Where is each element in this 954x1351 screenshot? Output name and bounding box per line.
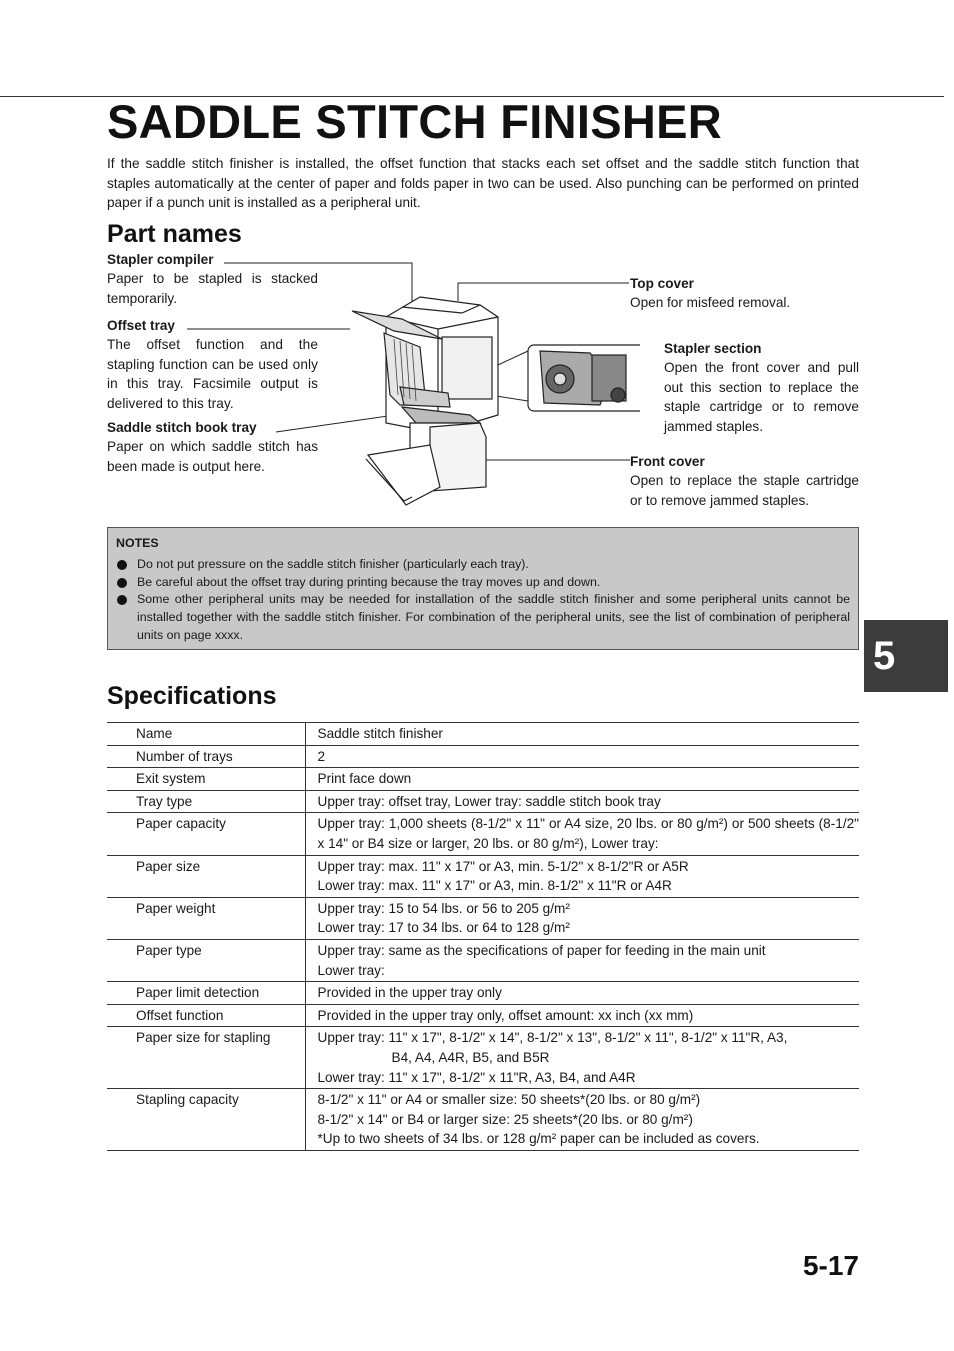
callout-description: Open the front cover and pull out this section to replace the staple cartridge or to remove jammed staples. <box>664 360 859 434</box>
table-row <box>107 1089 859 1151</box>
notes-box <box>107 527 859 650</box>
table-row <box>107 723 859 746</box>
intro-paragraph: If the saddle stitch finisher is installed, the offset function that stacks each set offset and the saddle stitch function that staples automatically at the center of paper and folds paper in two can be used. Also punching can be performed on printed paper if a punch unit is installed as a peripheral unit. <box>107 156 859 211</box>
table-row <box>107 1027 859 1089</box>
chapter-tab: 5 <box>864 620 948 692</box>
spec-value: Upper tray: 1,000 sheets (8-1/2" x 11" or A4 size, 20 lbs. or 80 g/m²) or 500 sheets (8-1/2" x 14" or B4 size or larger, 20 lbs. or 80 g/m²), Lower tray: <box>305 813 859 855</box>
spec-name: Paper capacity <box>107 813 305 855</box>
callout-title: Stapler section <box>664 341 762 356</box>
callout-title: Front cover <box>630 454 705 469</box>
spec-value: Upper tray: 11" x 17", 8-1/2" x 14", 8-1/2" x 13", 8-1/2" x 11", 8-1/2" x 11"R, A3, B4, A4, A4R, B5, and B5R Lower tray: 11" x 17", 8-1/2" x 11"R, A3, B4, and A4R <box>305 1027 859 1089</box>
callout-description: Paper to be stapled is stacked temporarily. <box>107 271 318 306</box>
spec-name: Paper weight <box>107 897 305 939</box>
spec-name: Number of trays <box>107 745 305 768</box>
spec-value: Provided in the upper tray only, offset amount: xx inch (xx mm) <box>305 1004 859 1027</box>
spec-name: Paper limit detection <box>107 982 305 1005</box>
table-row <box>107 745 859 768</box>
table-row <box>107 1004 859 1027</box>
spec-name: Paper size <box>107 855 305 897</box>
callout-title: Saddle stitch book tray <box>107 420 257 435</box>
spec-name: Paper type <box>107 939 305 981</box>
spec-name: Name <box>107 723 305 746</box>
callout-title: Top cover <box>630 276 694 291</box>
callout-description: Open for misfeed removal. <box>630 295 791 311</box>
spec-name: Paper size for stapling <box>107 1027 305 1089</box>
callout-stapler-section <box>664 339 859 436</box>
notes-list <box>116 556 850 645</box>
spec-value: Upper tray: 15 to 54 lbs. or 56 to 205 g/m² Lower tray: 17 to 34 lbs. or 64 to 128 g/m² <box>305 897 859 939</box>
table-row <box>107 897 859 939</box>
spec-value: Upper tray: offset tray, Lower tray: saddle stitch book tray <box>305 790 859 813</box>
note-item: Some other peripheral units may be needed for installation of the saddle stitch finisher and some peripheral units cannot be installed together with the saddle stitch finisher. For combination of the peripheral units, see the list of combination of peripheral units on page xxxx. <box>116 591 850 644</box>
table-row <box>107 790 859 813</box>
callout-description: The offset function and the stapling function can be used only in this tray. Facsimile output is delivered to this tray. <box>107 337 318 411</box>
callout-title: Stapler compiler <box>107 252 214 267</box>
spec-name: Tray type <box>107 790 305 813</box>
table-row <box>107 813 859 855</box>
table-row <box>107 768 859 791</box>
callout-title: Offset tray <box>107 318 175 333</box>
notes-title: NOTES <box>116 536 159 550</box>
callout-front-cover <box>630 452 859 510</box>
table-row <box>107 939 859 981</box>
spec-value: Provided in the upper tray only <box>305 982 859 1005</box>
specifications-heading: Specifications <box>107 682 277 710</box>
spec-value: Saddle stitch finisher <box>305 723 859 746</box>
callout-top-cover <box>630 274 858 313</box>
spec-name: Offset function <box>107 1004 305 1027</box>
spec-value: Print face down <box>305 768 859 791</box>
page-number: 5-17 <box>802 1250 859 1281</box>
spec-value: 8-1/2" x 11" or A4 or smaller size: 50 sheets*(20 lbs. or 80 g/m²) 8-1/2" x 14" or B4 or larger size: 25 sheets*(20 lbs. or 80 g/m²) *Up to two sheets of 34 lbs. or 128 g/m² paper can be included as covers. <box>305 1089 859 1151</box>
spec-name: Stapling capacity <box>107 1089 305 1151</box>
specifications-table <box>107 722 859 1151</box>
page-title: SADDLE STITCH FINISHER <box>107 95 723 148</box>
callout-description: Open to replace the staple cartridge or to remove jammed staples. <box>630 473 859 508</box>
callout-description: Paper on which saddle stitch has been made is output here. <box>107 439 318 474</box>
spec-value: 2 <box>305 745 859 768</box>
note-item: Do not put pressure on the saddle stitch finisher (particularly each tray). <box>116 556 850 574</box>
table-row <box>107 855 859 897</box>
spec-value: Upper tray: same as the specifications of paper for feeding in the main unit Lower tray: <box>305 939 859 981</box>
table-row <box>107 982 859 1005</box>
note-item: Be careful about the offset tray during printing because the tray moves up and down. <box>116 574 850 592</box>
finisher-illustration <box>180 255 640 515</box>
spec-value: Upper tray: max. 11" x 17" or A3, min. 5-1/2" x 8-1/2"R or A5R Lower tray: max. 11" x 17" or A3, min. 8-1/2" x 11"R or A4R <box>305 855 859 897</box>
part-names-heading: Part names <box>107 220 242 248</box>
spec-name: Exit system <box>107 768 305 791</box>
